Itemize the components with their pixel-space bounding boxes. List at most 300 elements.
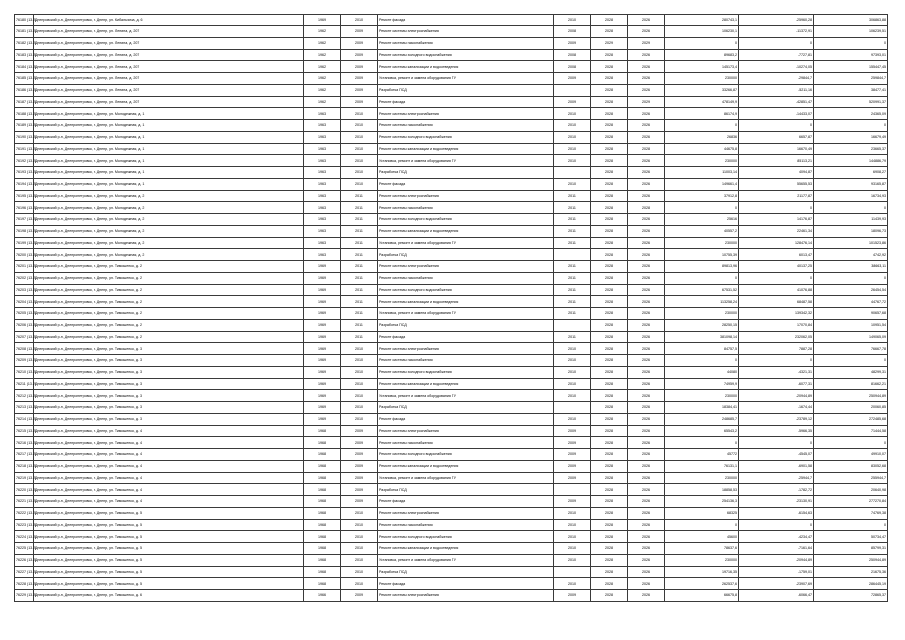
table-row — [15, 402, 888, 414]
cell-plan-year-from: 2028 — [591, 343, 628, 355]
cell-plan-year-to: 2026 — [628, 296, 665, 308]
cell-plan-year-to: 2026 — [628, 319, 665, 331]
cell-work-year: 2010 — [554, 131, 591, 143]
cell-plan-year-to: 2026 — [628, 84, 665, 96]
cell-row-id: 76194 (13.2) — [15, 178, 34, 190]
table-row — [15, 343, 888, 355]
cell-plan-year-to: 2026 — [628, 496, 665, 508]
cell-work-year: 2010 — [554, 578, 591, 590]
table-row — [15, 178, 888, 190]
cell-difference: -1674,44 — [739, 402, 814, 414]
cell-build-year: 1966 — [304, 590, 341, 602]
cell-address: Днепровский р-н, Днепропетровск, г. Днепр, ул. Кибальчича, д. 6 — [34, 15, 304, 26]
cell-work-year — [554, 249, 591, 261]
cell-work-type: Ремонт фасада — [378, 96, 554, 108]
cell-difference: 7887,28 — [739, 343, 814, 355]
cell-build-year: 1968 — [304, 496, 341, 508]
cell-row-id: 76198 (13.2) — [15, 225, 34, 237]
table-row — [15, 366, 888, 378]
cell-cost: 280743,1 — [665, 15, 739, 26]
cell-total: 0 — [814, 355, 888, 367]
cell-last-repair-year: 2011 — [341, 308, 378, 320]
table-row — [15, 202, 888, 214]
cell-cost: 230000 — [665, 308, 739, 320]
cell-plan-year-from: 2028 — [591, 355, 628, 367]
cell-work-year: 2010 — [554, 178, 591, 190]
cell-address: Днепровский р-н, Днепропетровск, г. Днепр, ул. Тимошенко, д. 2 — [34, 331, 304, 343]
cell-work-type: Ремонт системы электроснабжения — [378, 26, 554, 38]
table-row — [15, 155, 888, 167]
cell-work-type: Разработка ПСД — [378, 167, 554, 179]
cell-difference: -23789,12 — [739, 413, 814, 425]
cell-address: Днепровский р-н, Днепропетровск, г. Днепр, ул. Молодежная, д. 1 — [34, 143, 304, 155]
cell-work-type: Ремонт системы электроснабжения — [378, 343, 554, 355]
cell-last-repair-year: 2010 — [341, 507, 378, 519]
cell-cost: 84757,5 — [665, 343, 739, 355]
cell-cost: 0 — [665, 519, 739, 531]
cell-last-repair-year: 2011 — [341, 249, 378, 261]
cell-work-type: Ремонт системы газоснабжения — [378, 272, 554, 284]
cell-last-repair-year: 2010 — [341, 402, 378, 414]
cell-work-year: 2011 — [554, 272, 591, 284]
cell-cost: 40557,2 — [665, 225, 739, 237]
cell-total: 16734,93 — [814, 190, 888, 202]
cell-cost: 76131,1 — [665, 460, 739, 472]
cell-plan-year-from: 2028 — [591, 73, 628, 85]
cell-plan-year-to: 2026 — [628, 425, 665, 437]
cell-total: 0 — [814, 37, 888, 49]
cell-plan-year-to: 2026 — [628, 437, 665, 449]
cell-plan-year-to: 2026 — [628, 73, 665, 85]
cell-address: Днепровский р-н, Днепропетровск, г. Днепр, ул. Тимошенко, д. 4 — [34, 437, 304, 449]
cell-total: 26454,54 — [814, 284, 888, 296]
cell-plan-year-from: 2028 — [591, 296, 628, 308]
cell-row-id: 76206 (13.2) — [15, 319, 34, 331]
cell-build-year: 1963 — [304, 155, 341, 167]
cell-total: 93165,87 — [814, 178, 888, 190]
cell-work-type: Ремонт системы газоснабжения — [378, 519, 554, 531]
cell-plan-year-from: 2028 — [591, 167, 628, 179]
cell-work-type: Ремонт системы газоснабжения — [378, 37, 554, 49]
cell-total: 90657,68 — [814, 308, 888, 320]
table-row — [15, 460, 888, 472]
cell-total: 71444,58 — [814, 425, 888, 437]
cell-address: Днепровский р-н, Днепропетровск, г. Днепр, ул. Ленина, д. 207 — [34, 73, 304, 85]
cell-work-year — [554, 566, 591, 578]
cell-work-year — [554, 484, 591, 496]
cell-plan-year-from: 2028 — [591, 178, 628, 190]
cell-difference: 128476,14 — [739, 237, 814, 249]
cell-address: Днепровский р-н, Днепропетровск, г. Днепр, ул. Тимошенко, д. 3 — [34, 402, 304, 414]
cell-difference: -5966,35 — [739, 425, 814, 437]
table-body — [15, 15, 888, 602]
cell-address: Днепровский р-н, Днепропетровск, г. Днепр, ул. Тимошенко, д. 2 — [34, 284, 304, 296]
cell-total: 11439,93 — [814, 214, 888, 226]
cell-row-id: 76201 (13.2) — [15, 261, 34, 273]
cell-plan-year-from: 2028 — [591, 543, 628, 555]
cell-work-type: Ремонт системы канализации и водоотведения — [378, 143, 554, 155]
cell-build-year: 1962 — [304, 73, 341, 85]
cell-address: Днепровский р-н, Днепропетровск, г. Днепр, ул. Тимошенко, д. 3 — [34, 366, 304, 378]
table-row — [15, 190, 888, 202]
cell-cost: 11003,14 — [665, 167, 739, 179]
cell-work-type: Ремонт фасада — [378, 15, 554, 26]
cell-work-year: 2009 — [554, 496, 591, 508]
cell-plan-year-to: 2026 — [628, 366, 665, 378]
cell-plan-year-from: 2028 — [591, 531, 628, 543]
cell-total: 74769,38 — [814, 507, 888, 519]
table-row — [15, 472, 888, 484]
cell-difference: -4321,31 — [739, 366, 814, 378]
cell-total: 83052,68 — [814, 460, 888, 472]
cell-build-year: 1968 — [304, 437, 341, 449]
cell-last-repair-year: 2009 — [341, 96, 378, 108]
cell-plan-year-to: 2026 — [628, 578, 665, 590]
cell-build-year: 1969 — [304, 15, 341, 26]
cell-row-id: 76219 (13.2) — [15, 472, 34, 484]
cell-work-type: Разработка ПСД — [378, 84, 554, 96]
cell-row-id: 76197 (13.2) — [15, 214, 34, 226]
cell-plan-year-to: 2026 — [628, 272, 665, 284]
cell-work-type: Ремонт фасада — [378, 496, 554, 508]
cell-difference: -5211,16 — [739, 84, 814, 96]
cell-build-year: 1963 — [304, 120, 341, 132]
cell-build-year: 1969 — [304, 402, 341, 414]
cell-difference: 55655,53 — [739, 178, 814, 190]
cell-work-type: Ремонт фасада — [378, 178, 554, 190]
cell-row-id: 76188 (13.2) — [15, 108, 34, 120]
cell-total: 250944,89 — [814, 554, 888, 566]
cell-plan-year-to: 2026 — [628, 531, 665, 543]
cell-address: Днепровский р-н, Днепропетровск, г. Днепр, ул. Тимошенко, д. 5 — [34, 554, 304, 566]
cell-cost: 33266,87 — [665, 84, 739, 96]
cell-total: 277270,84 — [814, 496, 888, 508]
table-row — [15, 413, 888, 425]
cell-build-year: 1963 — [304, 167, 341, 179]
cell-total: 20060,85 — [814, 402, 888, 414]
cell-cost: 381098,14 — [665, 331, 739, 343]
cell-work-type: Ремонт системы электроснабжения — [378, 261, 554, 273]
cell-difference: -11372,91 — [739, 26, 814, 38]
cell-row-id: 76181 (13.2) — [15, 26, 34, 38]
cell-work-type: Установка, ремонт и замена оборудования ГУ — [378, 73, 554, 85]
cell-row-id: 76203 (13.2) — [15, 284, 34, 296]
cell-address: Днепровский р-н, Днепропетровск, г. Днепр, ул. Молодежная, д. 2 — [34, 225, 304, 237]
cell-row-id: 76220 (13.2) — [15, 484, 34, 496]
cell-row-id: 76196 (13.2) — [15, 202, 34, 214]
cell-row-id: 76211 (13.2) — [15, 378, 34, 390]
cell-plan-year-from: 2028 — [591, 96, 628, 108]
cell-plan-year-from: 2028 — [591, 84, 628, 96]
cell-work-type: Установка, ремонт и замена оборудования ГУ — [378, 237, 554, 249]
cell-plan-year-from: 2028 — [591, 390, 628, 402]
cell-plan-year-from: 2028 — [591, 590, 628, 602]
cell-difference: -23907,69 — [739, 578, 814, 590]
cell-difference: -7727,81 — [739, 49, 814, 61]
cell-plan-year-from: 2028 — [591, 272, 628, 284]
cell-work-type: Ремонт фасада — [378, 331, 554, 343]
cell-address: Днепровский р-н, Днепропетровск, г. Днепр, ул. Тимошенко, д. 2 — [34, 308, 304, 320]
cell-total: 101523,86 — [814, 237, 888, 249]
cell-address: Днепровский р-н, Днепропетровск, г. Днепр, ул. Тимошенко, д. 3 — [34, 343, 304, 355]
cell-build-year: 1969 — [304, 272, 341, 284]
cell-build-year: 1963 — [304, 131, 341, 143]
cell-row-id: 76214 (13.2) — [15, 413, 34, 425]
cell-address: Днепровский р-н, Днепропетровск, г. Днепр, ул. Тимошенко, д. 6 — [34, 590, 304, 602]
cell-work-year: 2011 — [554, 261, 591, 273]
table-row — [15, 331, 888, 343]
cell-address: Днепровский р-н, Днепропетровск, г. Днепр, ул. Тимошенко, д. 3 — [34, 378, 304, 390]
cell-total: 76667,78 — [814, 343, 888, 355]
cell-work-year: 2009 — [554, 96, 591, 108]
cell-cost: 478149,9 — [665, 96, 739, 108]
cell-plan-year-to: 2026 — [628, 590, 665, 602]
cell-plan-year-to: 2026 — [628, 554, 665, 566]
table-row — [15, 214, 888, 226]
cell-plan-year-to: 2026 — [628, 178, 665, 190]
cell-work-year: 2011 — [554, 190, 591, 202]
cell-row-id: 76207 (13.2) — [15, 331, 34, 343]
cell-last-repair-year: 2010 — [341, 155, 378, 167]
cell-plan-year-from: 2028 — [591, 378, 628, 390]
cell-difference: 40137,25 — [739, 261, 814, 273]
cell-difference: 4094,87 — [739, 167, 814, 179]
cell-plan-year-from: 2028 — [591, 15, 628, 26]
cell-difference: -6901,58 — [739, 460, 814, 472]
cell-build-year: 1969 — [304, 413, 341, 425]
cell-total: 20640,98 — [814, 484, 888, 496]
cell-total: 49910,07 — [814, 449, 888, 461]
cell-build-year: 1968 — [304, 449, 341, 461]
cell-plan-year-from: 2028 — [591, 202, 628, 214]
cell-total: 155447,45 — [814, 61, 888, 73]
cell-build-year: 1968 — [304, 578, 341, 590]
cell-work-type: Разработка ПСД — [378, 319, 554, 331]
table-row — [15, 296, 888, 308]
cell-plan-year-from: 2028 — [591, 507, 628, 519]
cell-plan-year-to: 2026 — [628, 449, 665, 461]
table-row — [15, 272, 888, 284]
cell-build-year: 1963 — [304, 108, 341, 120]
cell-last-repair-year: 2011 — [341, 261, 378, 273]
cell-cost: 230000 — [665, 390, 739, 402]
cell-address: Днепровский р-н, Днепропетровск, г. Днепр, ул. Тимошенко, д. 5 — [34, 566, 304, 578]
table-row — [15, 73, 888, 85]
cell-cost: 44080 — [665, 366, 739, 378]
cell-last-repair-year: 2010 — [341, 390, 378, 402]
cell-address: Днепровский р-н, Днепропетровск, г. Днепр, ул. Тимошенко, д. 4 — [34, 449, 304, 461]
cell-cost: 10755,39 — [665, 249, 739, 261]
cell-last-repair-year: 2010 — [341, 519, 378, 531]
cell-last-repair-year: 2010 — [341, 15, 378, 26]
cell-address: Днепровский р-н, Днепропетровск, г. Днепр, ул. Тимошенко, д. 5 — [34, 578, 304, 590]
cell-difference: 0 — [739, 355, 814, 367]
cell-last-repair-year: 2009 — [341, 472, 378, 484]
cell-plan-year-to: 2026 — [628, 507, 665, 519]
cell-work-type: Ремонт системы электроснабжения — [378, 190, 554, 202]
cell-last-repair-year: 2011 — [341, 296, 378, 308]
cell-address: Днепровский р-н, Днепропетровск, г. Днепр, ул. Тимошенко, д. 4 — [34, 472, 304, 484]
cell-cost: 145173,4 — [665, 61, 739, 73]
cell-work-year: 2011 — [554, 284, 591, 296]
cell-plan-year-to: 2026 — [628, 155, 665, 167]
cell-last-repair-year: 2009 — [341, 37, 378, 49]
cell-plan-year-from: 2028 — [591, 26, 628, 38]
cell-build-year: 1968 — [304, 543, 341, 555]
cell-work-year: 2009 — [554, 449, 591, 461]
cell-plan-year-from: 2028 — [591, 366, 628, 378]
cell-address: Днепровский р-н, Днепропетровск, г. Днепр, ул. Тимошенко, д. 3 — [34, 413, 304, 425]
cell-build-year: 1968 — [304, 425, 341, 437]
cell-work-type: Разработка ПСД — [378, 566, 554, 578]
cell-work-type: Ремонт системы холодного водоснабжения — [378, 366, 554, 378]
cell-plan-year-to: 2026 — [628, 26, 665, 38]
cell-build-year: 1963 — [304, 249, 341, 261]
cell-work-type: Ремонт системы канализации и водоотведения — [378, 225, 554, 237]
cell-total: 38663,11 — [814, 261, 888, 273]
cell-difference: -20944,89 — [739, 390, 814, 402]
cell-last-repair-year: 2010 — [341, 366, 378, 378]
cell-build-year: 1963 — [304, 202, 341, 214]
cell-difference: -29844,7 — [739, 73, 814, 85]
table-row — [15, 437, 888, 449]
cell-cost: 37912,8 — [665, 190, 739, 202]
cell-row-id: 76229 (13.2) — [15, 590, 34, 602]
table-row — [15, 449, 888, 461]
cell-work-year: 2010 — [554, 15, 591, 26]
cell-plan-year-from: 2028 — [591, 308, 628, 320]
cell-build-year: 1969 — [304, 366, 341, 378]
cell-address: Днепровский р-н, Днепропетровск, г. Днепр, ул. Тимошенко, д. 4 — [34, 484, 304, 496]
table-row — [15, 390, 888, 402]
table-row — [15, 554, 888, 566]
cell-work-type: Ремонт системы канализации и водоотведения — [378, 378, 554, 390]
cell-last-repair-year: 2010 — [341, 413, 378, 425]
repair-schedule-table — [14, 14, 888, 602]
cell-last-repair-year: 2009 — [341, 84, 378, 96]
cell-total: 81662,21 — [814, 378, 888, 390]
table-row — [15, 96, 888, 108]
cell-work-year: 2010 — [554, 543, 591, 555]
cell-work-year: 2009 — [554, 460, 591, 472]
cell-address: Днепровский р-н, Днепропетровск, г. Днепр, ул. Тимошенко, д. 5 — [34, 543, 304, 555]
cell-total: 250944,89 — [814, 390, 888, 402]
cell-work-type: Ремонт системы электроснабжения — [378, 108, 554, 120]
cell-work-year: 2010 — [554, 108, 591, 120]
cell-difference: -7161,64 — [739, 543, 814, 555]
cell-total: 10951,54 — [814, 319, 888, 331]
cell-work-year: 2009 — [554, 37, 591, 49]
cell-plan-year-from: 2028 — [591, 49, 628, 61]
cell-address: Днепровский р-н, Днепропетровск, г. Днепр, ул. Ленина, д. 207 — [34, 84, 304, 96]
cell-plan-year-to: 2026 — [628, 413, 665, 425]
cell-address: Днепровский р-н, Днепропетровск, г. Днепр, ул. Тимошенко, д. 4 — [34, 425, 304, 437]
cell-work-year — [554, 319, 591, 331]
cell-build-year: 1969 — [304, 261, 341, 273]
cell-last-repair-year: 2009 — [341, 496, 378, 508]
cell-plan-year-from: 2028 — [591, 237, 628, 249]
cell-total: 106239,51 — [814, 26, 888, 38]
cell-total: 520991,37 — [814, 96, 888, 108]
cell-work-year: 2011 — [554, 214, 591, 226]
cell-last-repair-year: 2011 — [341, 319, 378, 331]
table-row — [15, 378, 888, 390]
cell-plan-year-from: 2028 — [591, 284, 628, 296]
cell-cost: 65543,2 — [665, 425, 739, 437]
table-row — [15, 120, 888, 132]
table-row — [15, 590, 888, 602]
table-row — [15, 131, 888, 143]
table-row — [15, 237, 888, 249]
cell-cost: 25616 — [665, 214, 739, 226]
cell-row-id: 76212 (13.2) — [15, 390, 34, 402]
cell-work-type: Ремонт фасада — [378, 413, 554, 425]
cell-cost: 0 — [665, 37, 739, 49]
cell-row-id: 76185 (13.2) — [15, 73, 34, 85]
cell-work-type: Ремонт системы канализации и водоотведения — [378, 61, 554, 73]
cell-last-repair-year: 2011 — [341, 284, 378, 296]
cell-plan-year-to: 2028 — [628, 143, 665, 155]
cell-last-repair-year: 2011 — [341, 272, 378, 284]
cell-last-repair-year: 2011 — [341, 331, 378, 343]
cell-plan-year-from: 2028 — [591, 143, 628, 155]
cell-work-year: 2011 — [554, 225, 591, 237]
cell-work-type: Ремонт системы электроснабжения — [378, 425, 554, 437]
cell-cost: 18858,53 — [665, 484, 739, 496]
cell-work-type: Ремонт системы холодного водоснабжения — [378, 449, 554, 461]
cell-work-type: Установка, ремонт и замена оборудования ГУ — [378, 155, 554, 167]
cell-work-year: 2009 — [554, 472, 591, 484]
cell-build-year: 1969 — [304, 319, 341, 331]
cell-row-id: 76208 (13.2) — [15, 343, 34, 355]
cell-difference: 85113,21 — [739, 155, 814, 167]
cell-cost: 230000 — [665, 73, 739, 85]
cell-cost: 254136,3 — [665, 496, 739, 508]
cell-row-id: 76222 (13.2) — [15, 507, 34, 519]
cell-address: Днепровский р-н, Днепропетровск, г. Днепр, ул. Ленина, д. 207 — [34, 37, 304, 49]
cell-plan-year-to: 2026 — [628, 355, 665, 367]
cell-plan-year-to: 2026 — [628, 566, 665, 578]
cell-plan-year-from: 2028 — [591, 214, 628, 226]
cell-plan-year-to: 2026 — [628, 225, 665, 237]
cell-address: Днепровский р-н, Днепропетровск, г. Днепр, ул. Молодежная, д. 2 — [34, 214, 304, 226]
cell-build-year: 1968 — [304, 554, 341, 566]
cell-plan-year-from: 2028 — [591, 472, 628, 484]
cell-total: 255944,7 — [814, 472, 888, 484]
table-row — [15, 519, 888, 531]
cell-cost: 45772 — [665, 449, 739, 461]
cell-difference: 6013,47 — [739, 249, 814, 261]
cell-plan-year-to: 2029 — [628, 37, 665, 49]
cell-work-type: Ремонт системы канализации и водоотведения — [378, 543, 554, 555]
cell-work-type: Ремонт системы холодного водоснабжения — [378, 131, 554, 143]
cell-address: Днепровский р-н, Днепропетровск, г. Днепр, ул. Тимошенко, д. 5 — [34, 531, 304, 543]
cell-build-year: 1962 — [304, 96, 341, 108]
table-row — [15, 319, 888, 331]
cell-difference: 21177,87 — [739, 190, 814, 202]
cell-work-type: Ремонт системы газоснабжения — [378, 202, 554, 214]
cell-address: Днепровский р-н, Днепропетровск, г. Днепр, ул. Молодежная, д. 1 — [34, 167, 304, 179]
table-row — [15, 566, 888, 578]
table-row — [15, 15, 888, 26]
cell-total: 85799,31 — [814, 543, 888, 555]
cell-work-year — [554, 84, 591, 96]
cell-total: 144886,79 — [814, 155, 888, 167]
cell-difference: -14433,07 — [739, 108, 814, 120]
cell-last-repair-year: 2011 — [341, 225, 378, 237]
cell-build-year: 1968 — [304, 566, 341, 578]
cell-plan-year-to: 2026 — [628, 390, 665, 402]
